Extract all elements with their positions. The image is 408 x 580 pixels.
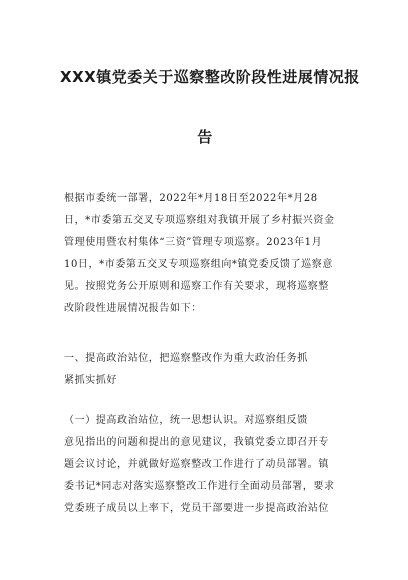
document-title-line-1: XXX镇党委关于巡察整改阶段性进展情况报 [60,68,360,86]
text-line: 改阶段性进展情况报告如下： [64,303,202,314]
document-title-line-2: 告 [197,128,213,146]
text-line: 日，*市委第五交叉专项巡察组对我镇开展了乡村振兴资金 [64,215,335,226]
section-heading-1 [64,348,344,392]
text-line: 根据市委统一部署，2022年*月18日至2022年*月28 [64,193,318,204]
text-line: 委书记*同志对落实巡察整改工作进行全面动员部署，要求 [64,481,335,492]
text-line: 一、提高政治站位，把巡察整改作为重大政治任务抓 [64,353,308,364]
paragraph-intro [64,188,344,320]
paragraph-subsection-1 [64,410,344,520]
text-line: 10日，*市委第五交叉专项巡察组向*镇党委反馈了巡察意 [64,259,333,270]
text-line: 见。按照党务公开原则和巡察工作有关要求，现将巡察整 [64,281,329,292]
text-line: （一）提高政治站位，统一思想认识。对巡察组反馈 [64,415,308,426]
text-line: 意见指出的问题和提出的意见建议，我镇党委立即召开专 [64,437,329,448]
text-line: 管理使用暨农村集体“三资”管理专项巡察。2023年1月 [64,237,323,248]
text-line: 紧抓实抓好 [64,375,117,386]
text-line: 题会议讨论，并就做好巡察整改工作进行了动员部署。镇 [64,459,329,470]
text-line: 党委班子成员以上率下，党员干部要进一步提高政治站位 [64,503,329,514]
